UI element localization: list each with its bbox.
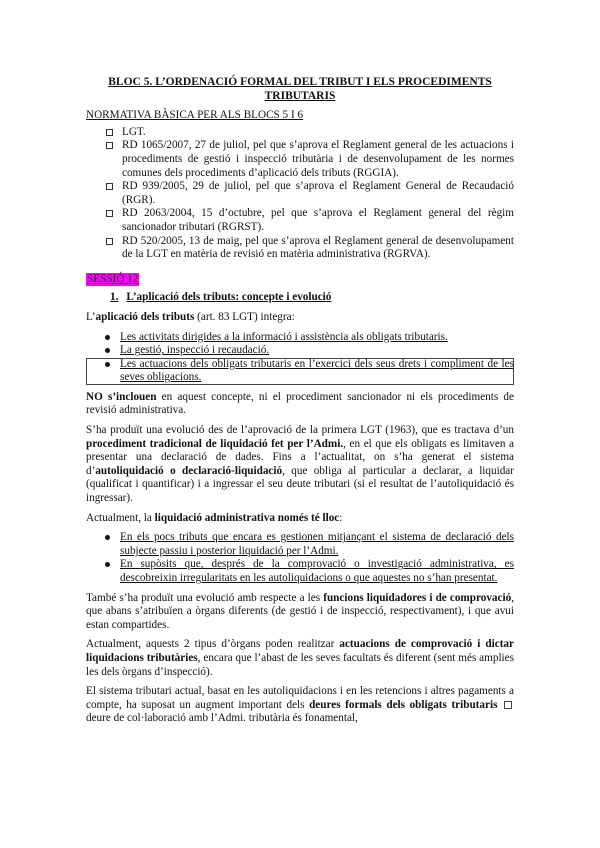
bullet-icon: [105, 335, 110, 340]
liquidacio-list: [86, 531, 514, 585]
section-number: 1.: [110, 291, 119, 304]
integra-list: [86, 331, 514, 385]
paragraph-aplicacio: L’aplicació dels tributs (art. 83 LGT) integra:: [86, 310, 295, 323]
section-heading: [110, 291, 514, 305]
paragraph-funcions: També s’ha produït una evolució amb respecte a les funcions liquidadores i de comprovació, que abans s’atribuïen a òrgans diferents (de gestió i de inspecció, respectivament), i que avui estan compartides.: [86, 591, 514, 631]
paragraph-actualment: Actualment, la liquidació administrativa només té lloc:: [86, 511, 343, 524]
list-item: La gestió, inspecció i recaudació.: [86, 344, 514, 358]
bullet-icon: [105, 348, 110, 353]
checkbox-square-icon: [106, 183, 113, 190]
session-label: SESSIÓ 12: [87, 272, 139, 285]
list-item: RD 520/2005, 13 de maig, pel que s’aprova el Reglament general de desenvolupament de la LGT en matèria de revisió en matèria administrativa (RGRVA).: [86, 235, 514, 262]
list-item: Les activitats dirigides a la informació i assistència als obligats tributaris.: [86, 331, 514, 345]
checkbox-square-icon: [106, 129, 113, 136]
normativa-heading: NORMATIVA BÀSICA PER ALS BLOCS 5 I 6: [86, 109, 304, 122]
list-item: Les actuacions dels obligats tributaris en l’exercici dels seus drets i compliment de les seves obligacions.: [86, 358, 514, 385]
checkbox-square-icon: [106, 238, 113, 245]
paragraph-no-inclouen: NO s’inclouen en aquest concepte, ni el procediment sancionador ni els procediments de revisió administrativa.: [86, 390, 514, 417]
arrow-box-icon: [504, 701, 512, 709]
normativa-list: [86, 126, 514, 262]
bullet-icon: [105, 362, 110, 367]
paragraph-sistema: El sistema tributari actual, basat en les autoliquidacions i en les retencions i altres pagaments a compte, ha suposat un augment important dels deures formals dels obligats tributaris deure de col·laboració amb l’Admi. tributària és fonamental,: [86, 685, 514, 725]
paragraph-organs: Actualment, aquests 2 tipus d’òrgans poden realitzar actuacions de comprovació i dictar liquidacions tributàries, encara que l’abast de les seves facultats és diferent (sent més amplies les dels òrgans d’inspecció).: [86, 638, 514, 678]
list-item: RD 1065/2007, 27 de juliol, pel que s’aprova el Reglament general de les actuacions i procediments de gestió i inspecció tributària i de desenvolupament de les normes comunes dels procediments d’aplicació dels tributs (RGGIA).: [86, 139, 514, 180]
checkbox-square-icon: [106, 142, 113, 149]
bullet-icon: [105, 535, 110, 540]
list-item: En els pocs tributs que encara es gestionen mitjançant el sistema de declaració dels subjecte passiu i posterior liquidació per l’Admi.: [86, 531, 514, 558]
list-item: RD 939/2005, 29 de juliol, pel que s’aprova el Reglament General de Recaudació (RGR).: [86, 180, 514, 207]
list-item: RD 2063/2004, 15 d’octubre, pel que s’aprova el Reglament general del règim sancionador tributari (RGRST).: [86, 207, 514, 234]
list-item: En supòsits que, després de la comprovació o investigació administrativa, es descobreixin irregularitats en les autoliquidacions o que aquestes no s’han presentat.: [86, 558, 514, 585]
checkbox-square-icon: [106, 210, 113, 217]
paragraph-evolucio: S’ha produït una evolució des de l’aprovació de la primera LGT (1963), que es tractava d’un procediment tradicional de liquidació fet per l’Admi., en el que els obligats es limitaven a presentar una declaració de dades. Fins a l’actualitat, on s’ha generat el sistema d’autoliquidació o declaració-liquidació, que obliga al particular a declarar, a liquidar (qualificat i quantificar) i a ingressar el seu deute tributari (si el resultat de l’autoliquidació és ingressar).: [86, 424, 514, 505]
page-title: BLOC 5. L’ORDENACIÓ FORMAL DEL TRIBUT I ELS PROCEDIMENTS TRIBUTARIS: [108, 76, 492, 102]
section-title: L’aplicació dels tributs: concepte i evolució: [126, 291, 332, 304]
list-item: LGT.: [86, 126, 514, 140]
bullet-icon: [105, 562, 110, 567]
